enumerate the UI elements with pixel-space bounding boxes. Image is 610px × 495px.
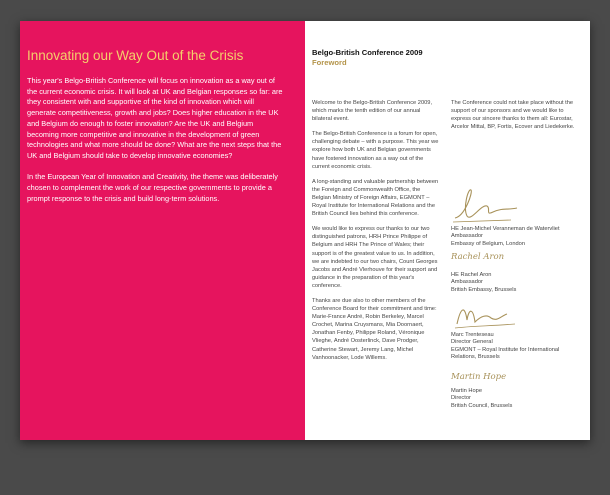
signatory-name: Marc Trenteseau xyxy=(451,332,494,338)
foreword-paragraph: Welcome to the Belgo-British Conference 2009, which marks the tenth edition of our annual bilateral event. xyxy=(312,100,433,123)
signatory-block xyxy=(451,372,579,410)
intro-paragraph: This year's Belgo-British Conference will focus on innovation as a way out of the current economic crisis. It will look at UK and Belgian responses so far: are they consistent with and supportive of the kind of innovation which will generate competitiveness, growth and jobs? Does higher education in the UK and Belgium do enough to foster innovation? Are the UK and Belgium becoming more competitive and innovative in the development of green technologies and what more should be done? What are the next steps that the UK and Belgium should take to develop innovative economies? xyxy=(27,76,283,160)
signatory-org: British Embassy, Brussels xyxy=(451,286,517,293)
conference-title: Belgo-British Conference 2009 xyxy=(312,48,423,57)
foreword-paragraph: A long-standing and valuable partnership between the Foreign and Commonwealth Office, the Belgian Ministry of Foreign Affairs, EGMONT – Royal Institute for International Relations and the British Council lies behind this conference. xyxy=(312,178,439,218)
signatory-role: Director xyxy=(451,395,471,402)
foreword-subtitle: Foreword xyxy=(312,58,347,67)
signatory-block xyxy=(451,186,579,248)
signatory-org: EGMONT – Royal Institute for International Relations, Brussels xyxy=(451,346,560,360)
signatory-block xyxy=(451,252,579,294)
signature-4-handwriting: Martin Hope xyxy=(451,372,507,382)
foreword-paragraph: The Belgo-British Conference is a forum for open, challenging debate – with a purpose. This year we explore how both UK and Belgian governments have fostered innovation as a way out of the current economic crisis. xyxy=(312,131,439,170)
signatory-name: Martin Hope xyxy=(451,388,482,394)
signatory-name: HE Rachel Aron xyxy=(451,272,492,278)
page-heading: Innovating our Way Out of the Crisis xyxy=(27,48,244,63)
sponsors-paragraph: The Conference could not take place without the support of our sponsors and we would like to express our sincere thanks to them all: Eurostar, Arcelor Mittal, BP, Fortis, Ecover and Liedekerke. xyxy=(451,100,575,131)
foreword-paragraph: Thanks are due also to other members of the Conference Board for their commitment and time: Marie-France André, Robin Berkeley, Marcel Crochet, Marina Cruysmans, Mia Doornaert, Jonathan Fenby, Philippe Roland, Véronique Vlieghe, André Oosterlinck, Dave Prodger, Catherine Stewart, Jeremy Lang, Michel Vanhoonacker, Lode Willems. xyxy=(312,297,437,361)
signature-1-icon xyxy=(451,186,521,226)
signatory-role: Ambassador xyxy=(451,233,483,240)
signatory-name: HE Jean-Michel Veranneman de Watervliet xyxy=(451,226,560,232)
intro-paragraph: In the European Year of Innovation and Creativity, the theme was deliberately chosen to complement the work of our respective governments to provide a prompt response to the crisis and build long-term solutions. xyxy=(27,172,278,203)
signatory-block xyxy=(451,300,579,361)
signatory-role: Director General xyxy=(451,339,493,346)
signatory-org: British Council, Brussels xyxy=(451,402,513,409)
foreword-paragraph: We would like to express our thanks to our two distinguished patrons, HRH Prince Philippe of Belgium and HRH The Prince of Wales; their support is of the greatest value to us. In addition, we are indebted to our two chairs, Count Georges Jacobs and André Vlerhouve for their support and guidance in the preparation of this year's conference. xyxy=(312,226,438,289)
signature-3-icon xyxy=(451,300,521,332)
signatory-org: Embassy of Belgium, London xyxy=(451,240,525,247)
signatory-role: Ambassador xyxy=(451,279,483,286)
foreword-column-2 xyxy=(451,99,579,131)
foreword-column-1 xyxy=(312,99,440,369)
signature-2-handwriting: Rachel Aron xyxy=(451,252,505,262)
intro-text xyxy=(27,76,284,215)
